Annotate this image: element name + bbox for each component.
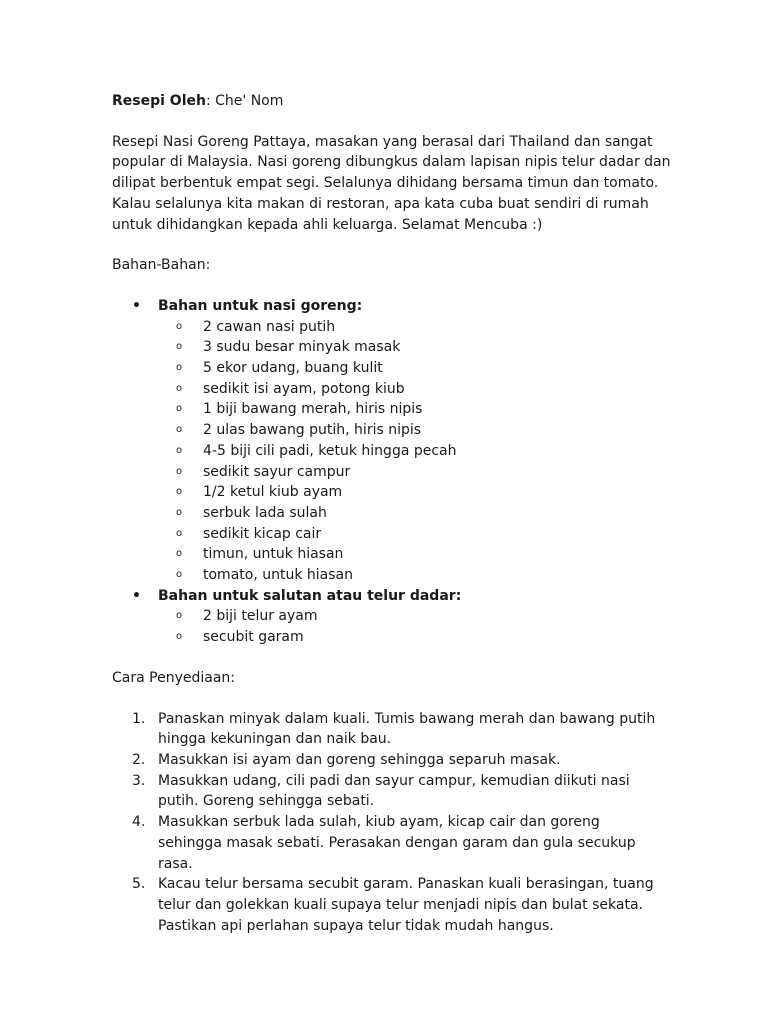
step-item	[112, 750, 668, 771]
circle-bullet-icon: o	[176, 506, 183, 518]
ingredient-text: sedikit kicap cair	[203, 525, 322, 542]
circle-bullet-icon: o	[176, 631, 183, 643]
ingredient-text: sedikit isi ayam, potong kiub	[203, 380, 405, 397]
author-label: Resepi Oleh	[112, 93, 206, 109]
bullet-icon: •	[132, 587, 141, 604]
circle-bullet-icon: o	[176, 341, 183, 353]
circle-bullet-icon: o	[176, 444, 183, 456]
ingredient-item	[158, 482, 672, 503]
ingredient-item	[158, 379, 672, 400]
ingredient-text: 5 ekor udang, buang kulit	[203, 360, 383, 377]
ingredient-list	[158, 606, 672, 647]
ingredients-heading: Bahan-Bahan:	[112, 257, 211, 274]
group-title-suffix: :	[455, 587, 462, 604]
circle-bullet-icon: o	[176, 486, 183, 498]
step-item	[112, 812, 668, 874]
document-content	[112, 91, 672, 936]
bullet-icon: •	[132, 297, 141, 314]
circle-bullet-icon: o	[176, 527, 183, 539]
ingredient-item	[158, 565, 672, 586]
preparation-heading: Cara Penyediaan:	[112, 669, 235, 686]
group-title-text: Bahan untuk salutan atau telur dadar	[158, 587, 456, 604]
group-title	[158, 298, 362, 314]
ingredient-item	[158, 317, 672, 338]
circle-bullet-icon: o	[176, 362, 183, 374]
ingredient-groups	[112, 296, 672, 648]
author-name: Che' Nom	[210, 93, 284, 109]
intro-paragraph: Resepi Nasi Goreng Pattaya, masakan yang berasal dari Thailand dan sangat popular di Malaysia. Nasi goreng dibungkus dalam lapisan nipis telur dadar dan dilipat berbentuk empat segi. Selalunya dihidang bersama timun dan tomato. Kalau selalunya kita makan di restoran, apa kata cuba buat sendiri di rumah untuk dihidangkan kepada ahli keluarga. Selamat Mencuba :)	[112, 133, 671, 233]
step-item	[112, 709, 668, 750]
ingredient-item	[158, 399, 672, 420]
circle-bullet-icon: o	[176, 424, 183, 436]
ingredient-text: sedikit sayur campur	[203, 463, 351, 480]
step-number: 1.	[132, 710, 146, 727]
group-title-suffix: :	[356, 297, 363, 314]
group-title-text: Bahan untuk nasi goreng	[158, 297, 357, 314]
step-text: Kacau telur bersama secubit garam. Panaskan kuali berasingan, tuang telur dan golekkan kuali supaya telur menjadi nipis dan bulat sekata. Pastikan api perlahan supaya telur tidak mudah hangus.	[158, 876, 654, 934]
ingredient-item	[158, 441, 672, 462]
ingredient-item	[158, 627, 672, 648]
ingredient-item	[158, 420, 672, 441]
circle-bullet-icon: o	[176, 382, 183, 394]
step-number: 5.	[132, 876, 146, 893]
ingredient-group	[112, 586, 672, 648]
step-text: Panaskan minyak dalam kuali. Tumis bawang merah dan bawang putih hingga kekuningan dan naik bau.	[158, 710, 656, 748]
ingredient-item	[158, 606, 672, 627]
step-text: Masukkan isi ayam dan goreng sehingga separuh masak.	[158, 751, 561, 768]
ingredient-item	[158, 544, 672, 565]
ingredient-list	[158, 317, 672, 586]
ingredient-item	[158, 524, 672, 545]
author-line	[112, 91, 672, 112]
group-title	[158, 588, 461, 604]
step-number: 2.	[132, 751, 146, 768]
step-text: Masukkan serbuk lada sulah, kiub ayam, kicap cair dan goreng sehingga masak sebati. Perasakan dengan garam dan gula secukup rasa.	[158, 814, 636, 872]
circle-bullet-icon: o	[176, 569, 183, 581]
ingredient-text: 2 biji telur ayam	[203, 608, 318, 625]
ingredient-text: 4-5 biji cili padi, ketuk hingga pecah	[203, 442, 457, 459]
author-separator: :	[205, 93, 211, 109]
step-number: 3.	[132, 772, 146, 789]
ingredient-item	[158, 358, 672, 379]
ingredient-text: 2 cawan nasi putih	[203, 318, 336, 335]
ingredient-text: 1/2 ketul kiub ayam	[203, 484, 343, 501]
circle-bullet-icon: o	[176, 465, 183, 477]
circle-bullet-icon: o	[176, 320, 183, 332]
ingredient-text: timun, untuk hiasan	[203, 546, 344, 563]
ingredient-text: serbuk lada sulah	[203, 504, 327, 521]
ingredient-text: 2 ulas bawang putih, hiris nipis	[203, 422, 422, 439]
ingredient-item	[158, 337, 672, 358]
circle-bullet-icon: o	[176, 610, 183, 622]
preparation-steps	[112, 709, 672, 937]
ingredient-text: 1 biji bawang merah, hiris nipis	[203, 401, 423, 418]
step-text: Masukkan udang, cili padi dan sayur campur, kemudian diikuti nasi putih. Goreng sehingga sebati.	[158, 772, 630, 810]
circle-bullet-icon: o	[176, 548, 183, 560]
step-item	[112, 771, 668, 812]
circle-bullet-icon: o	[176, 403, 183, 415]
ingredient-item	[158, 462, 672, 483]
ingredient-text: secubit garam	[203, 629, 304, 646]
ingredient-text: tomato, untuk hiasan	[203, 567, 353, 584]
ingredient-item	[158, 503, 672, 524]
ingredient-text: 3 sudu besar minyak masak	[203, 339, 401, 356]
ingredient-group	[112, 296, 672, 586]
step-item	[112, 874, 668, 936]
step-number: 4.	[132, 814, 146, 831]
